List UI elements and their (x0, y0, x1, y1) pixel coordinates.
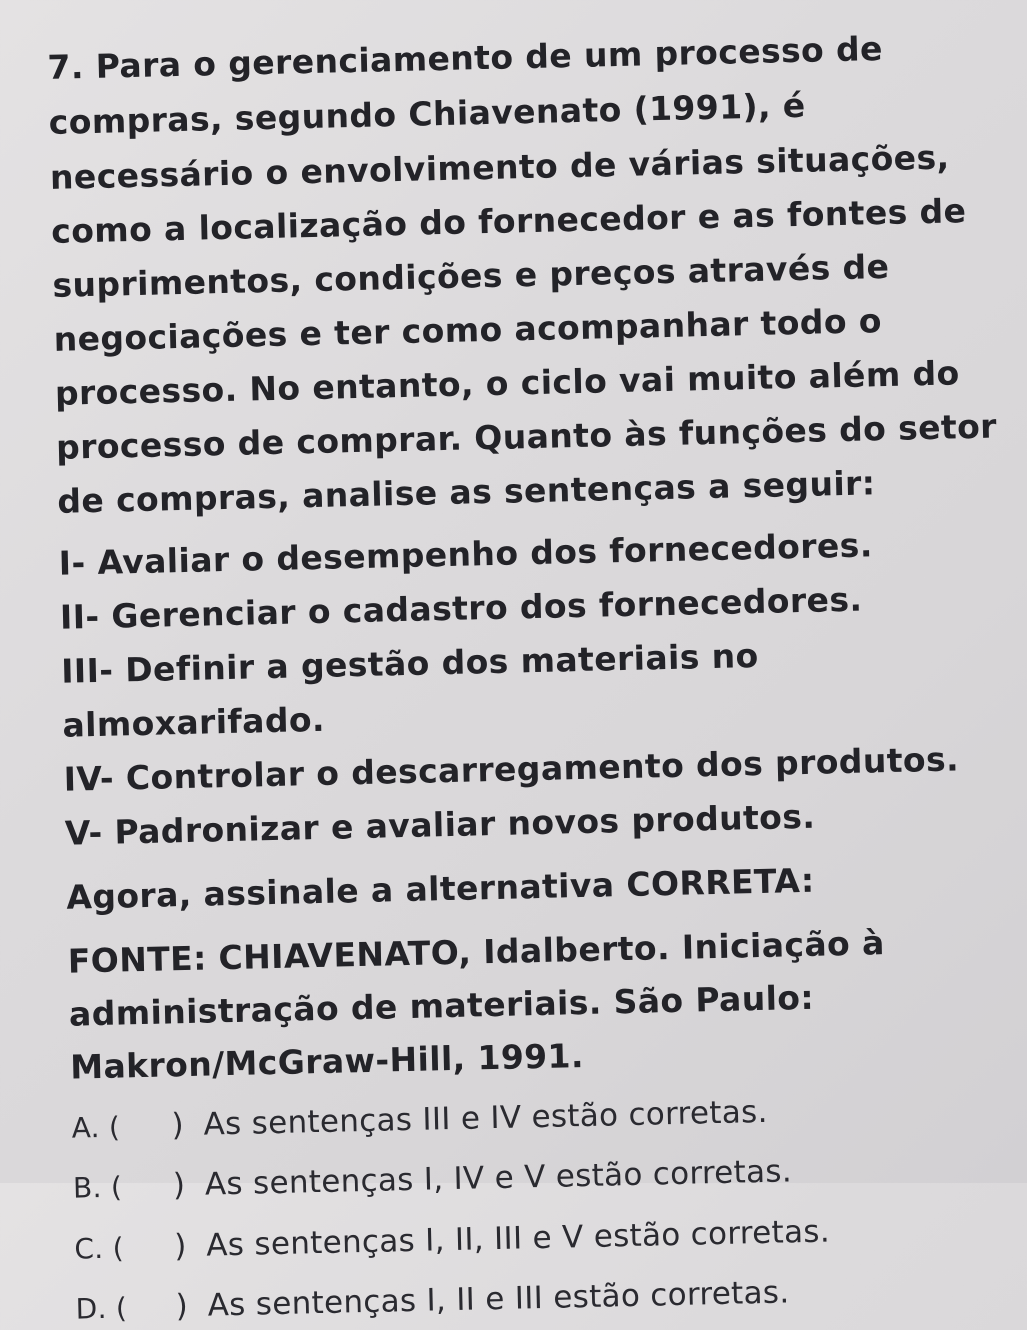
option-d-marker[interactable]: D. ( (75, 1291, 128, 1326)
option-b-text: As sentenças I, IV e V estão corretas. (204, 1153, 793, 1203)
option-d[interactable] (75, 1273, 790, 1328)
sentence-iv: IV- Controlar o descarregamento dos produtos. (63, 739, 960, 799)
question-line-9: de compras, analise as sentenças a seguir: (56, 463, 876, 521)
option-a-close: ) (171, 1107, 185, 1144)
option-a-marker[interactable]: A. ( (71, 1110, 121, 1145)
question-line-1: 7. Para o gerenciamento de um processo de (47, 28, 884, 87)
instruction: Agora, assinale a alternativa CORRETA: (65, 860, 815, 917)
option-a-text: As sentenças III e IV estão corretas. (203, 1093, 769, 1143)
question-line-8: processo de comprar. Quanto às funções do setor (55, 406, 998, 467)
source-line-1: FONTE: CHIAVENATO, Idalberto. Iniciação à (67, 923, 886, 981)
source-line-2: administração de materiais. São Paulo: (68, 977, 815, 1034)
question-line-5: suprimentos, condições e preços através de (52, 246, 890, 305)
source-line-3: Makron/McGraw-Hill, 1991. (69, 1036, 585, 1087)
sentence-ii: II- Gerenciar o cadastro dos fornecedores. (59, 579, 863, 637)
sentence-v: V- Padronizar e avaliar novos produtos. (64, 796, 816, 853)
sentence-i: I- Avaliar o desempenho dos fornecedores. (58, 525, 874, 583)
option-c[interactable] (74, 1212, 830, 1268)
option-b[interactable] (73, 1152, 793, 1207)
sentence-iii: III- Definir a gestão dos materiais no (60, 635, 760, 691)
question-line-7: processo. No entanto, o ciclo vai muito além do (54, 353, 961, 413)
option-c-text: As sentenças I, II, III e V estão corretas. (205, 1213, 831, 1264)
option-d-close: ) (175, 1288, 189, 1325)
option-d-text: As sentenças I, II e III estão corretas. (207, 1274, 790, 1324)
option-c-close: ) (173, 1228, 188, 1265)
sentence-iii-continuation: almoxarifado. (62, 699, 326, 745)
option-c-marker[interactable]: C. ( (73, 1231, 125, 1266)
question-line-3: necessário o envolvimento de várias situações, (49, 137, 950, 197)
option-b-marker[interactable]: B. ( (72, 1170, 123, 1205)
option-b-close: ) (172, 1167, 186, 1204)
question-line-2: compras, segundo Chiavenato (1991), é (48, 85, 807, 142)
question-line-6: negociações e ter como acompanhar todo o (53, 301, 883, 359)
option-a[interactable] (71, 1093, 768, 1148)
question-line-4: como a localização do fornecedor e as fontes de (50, 191, 967, 251)
